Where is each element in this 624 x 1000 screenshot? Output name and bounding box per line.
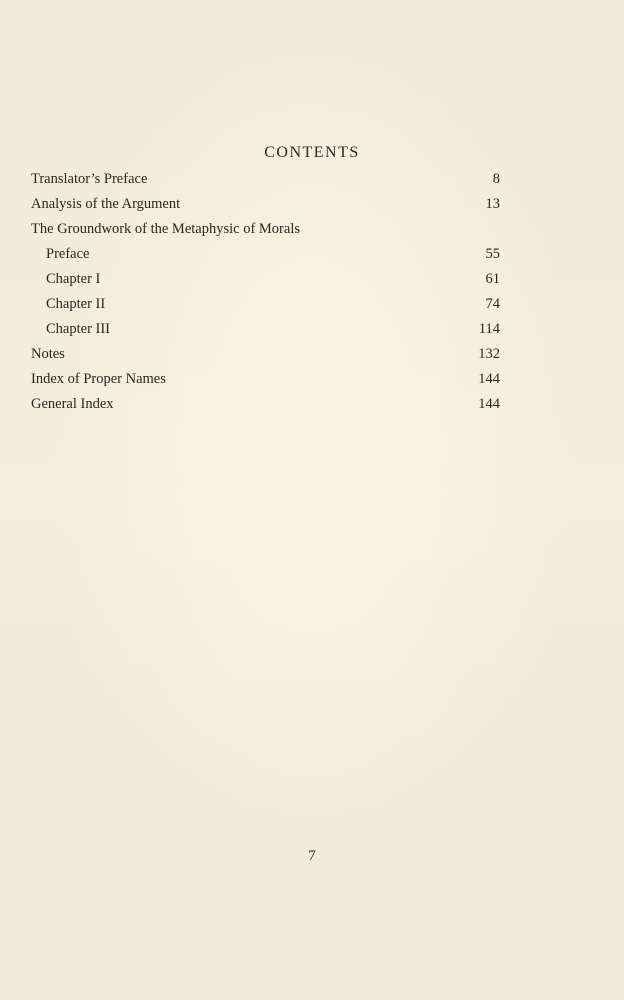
toc-entry-label: General Index	[31, 396, 114, 412]
toc-entry-groundwork	[31, 217, 500, 242]
toc-entry-page-number: 74	[485, 296, 500, 312]
toc-entry-translators-preface	[31, 167, 500, 192]
toc-entry-page-number: 144	[478, 396, 500, 412]
toc-entry-label: Chapter I	[46, 271, 101, 287]
toc-entry-analysis-of-the-argument	[31, 192, 500, 217]
toc-entry-page-number: 61	[485, 271, 500, 287]
toc-entry-label: The Groundwork of the Metaphysic of Morals	[31, 221, 300, 237]
toc-entry-label: Chapter II	[46, 296, 106, 312]
page-number: 7	[308, 848, 316, 864]
toc-entry-notes	[31, 342, 500, 367]
toc-entry-page-number: 13	[485, 196, 500, 212]
toc-entry-chapter-2	[31, 292, 500, 317]
toc-entry-label: Analysis of the Argument	[31, 196, 181, 212]
toc-entry-page-number: 132	[478, 346, 500, 362]
toc-entry-label: Preface	[46, 246, 90, 262]
toc-entry-page-number: 8	[492, 171, 500, 187]
toc-entry-chapter-3	[31, 317, 500, 342]
toc-entry-preface	[31, 242, 500, 267]
toc-entry-label: Notes	[31, 346, 65, 362]
table-of-contents	[31, 167, 500, 417]
toc-entry-general-index	[31, 392, 500, 417]
toc-entry-page-number: 114	[478, 321, 500, 337]
toc-entry-page-number: 55	[485, 246, 500, 262]
toc-entry-label: Chapter III	[46, 321, 111, 337]
toc-entry-page-number: 144	[478, 371, 500, 387]
toc-entry-label: Translator’s Preface	[31, 171, 148, 187]
toc-entry-index-of-proper-names	[31, 367, 500, 392]
toc-entry-chapter-1	[31, 267, 500, 292]
toc-entry-label: Index of Proper Names	[31, 371, 166, 387]
contents-heading: CONTENTS	[264, 144, 360, 161]
